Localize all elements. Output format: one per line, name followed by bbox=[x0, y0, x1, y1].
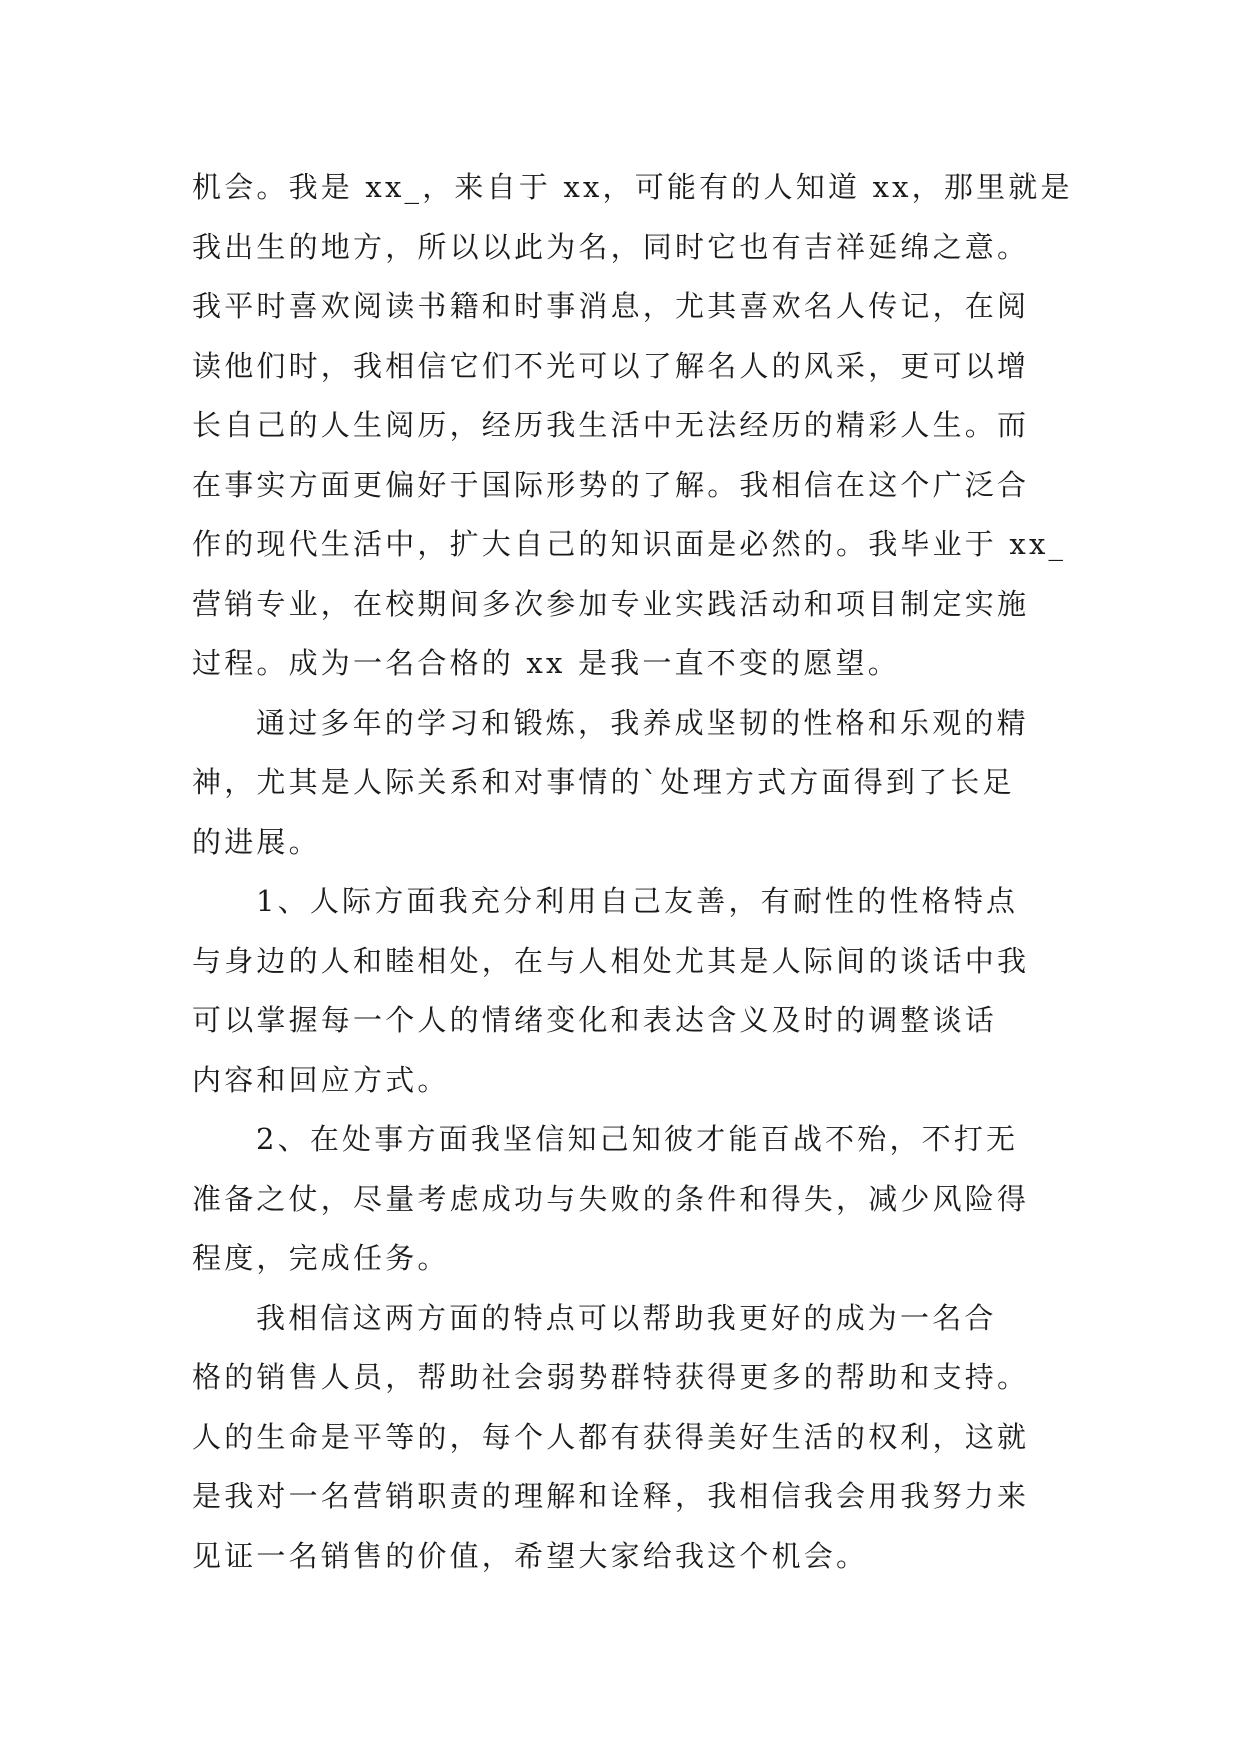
text-line: 长自己的人生阅历，经历我生活中无法经历的精彩人生。而 bbox=[192, 408, 1030, 442]
text-line: 准备之仗，尽量考虑成功与失败的条件和得失，减少风险得 bbox=[192, 1181, 1030, 1216]
text-line: 读他们时，我相信它们不光可以了解名人的风采，更可以增 bbox=[192, 348, 1030, 383]
text-line: 我出生的地方，所以以此为名，同时它也有吉祥延绵之意。 bbox=[192, 229, 1030, 264]
text-line: 人的生命是平等的，每个人都有获得美好生活的权利，这就 bbox=[192, 1419, 1030, 1454]
text-line: 格的销售人员，帮助社会弱势群特获得更多的帮助和支持。 bbox=[192, 1360, 1030, 1394]
text-line: 与身边的人和睦相处，在与人相处尤其是人际间的谈话中我 bbox=[192, 943, 1030, 978]
paragraph-first-line: 2、在处事方面我坚信知己知彼才能百战不殆，不打无 bbox=[256, 1122, 1019, 1156]
text-line: 在事实方面更偏好于国际形势的了解。我相信在这个广泛合 bbox=[192, 467, 1030, 502]
text-line: 可以掌握每一个人的情绪变化和表达含义及时的调整谈话 bbox=[192, 1003, 998, 1037]
text-line: 神，尤其是人际关系和对事情的`处理方式方面得到了长足 bbox=[192, 765, 1015, 799]
text-line: 机会。我是 xx_，来自于 xx，可能有的人知道 xx，那里就是 bbox=[192, 170, 1073, 204]
text-line: 作的现代生活中，扩大自己的知识面是必然的。我毕业于 xx_ bbox=[192, 527, 1067, 561]
text-line: 我平时喜欢阅读书籍和时事消息，尤其喜欢名人传记，在阅 bbox=[192, 289, 1030, 323]
paragraph-first-line: 通过多年的学习和锻炼，我养成坚韧的性格和乐观的精 bbox=[256, 705, 1029, 740]
text-line: 营销专业，在校期间多次参加专业实践活动和项目制定实施 bbox=[192, 586, 1030, 621]
paragraph-first-line: 我相信这两方面的特点可以帮助我更好的成为一名合 bbox=[256, 1300, 997, 1335]
text-line: 内容和回应方式。 bbox=[192, 1062, 450, 1097]
text-line: 的进展。 bbox=[192, 824, 321, 859]
document-body bbox=[192, 158, 1073, 1586]
text-line: 程度，完成任务。 bbox=[192, 1241, 450, 1275]
text-line: 过程。成为一名合格的 xx 是我一直不变的愿望。 bbox=[192, 646, 900, 680]
text-line: 是我对一名营销职责的理解和诠释，我相信我会用我努力来 bbox=[192, 1479, 1030, 1513]
text-line: 见证一名销售的价值，希望大家给我这个机会。 bbox=[192, 1538, 869, 1573]
paragraph-first-line: 1、人际方面我充分利用自己友善，有耐性的性格特点 bbox=[256, 884, 1019, 918]
